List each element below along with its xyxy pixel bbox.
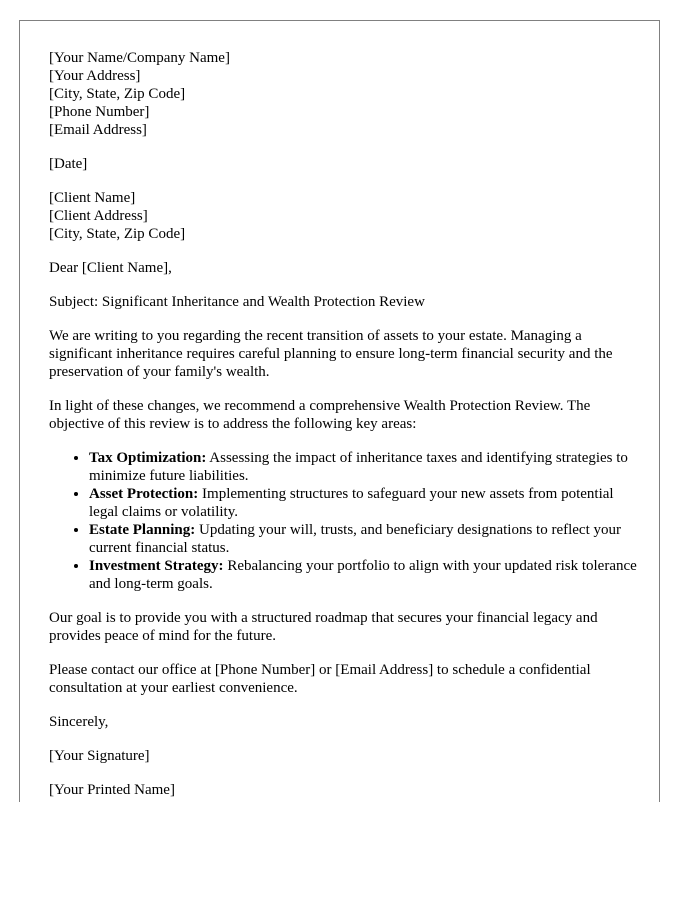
key-area-title: Asset Protection: — [89, 486, 199, 502]
key-area-text: Updating your will, trusts, and beneficiary designations to reflect your current financial status. — [89, 522, 621, 556]
sender-block — [49, 49, 639, 139]
letter-body — [49, 49, 639, 802]
salutation: Dear [Client Name], — [49, 260, 172, 276]
sender-name: [Your Name/Company Name] — [49, 50, 230, 66]
key-area-text: Rebalancing your portfolio to align with your updated risk tolerance and long-term goals. — [89, 558, 637, 592]
subject-line: Subject: Significant Inheritance and Wealth Protection Review — [49, 294, 425, 310]
key-area-text: Assessing the impact of inheritance taxes and identifying strategies to minimize future liabilities. — [89, 450, 628, 484]
recipient-block — [49, 189, 639, 243]
list-item — [89, 449, 639, 485]
intro-paragraph: We are writing to you regarding the recent transition of assets to your estate. Managing a significant inheritance requires careful planning to ensure long-term financial security and the preservation of your family's wealth. — [49, 328, 613, 380]
closing: Sincerely, — [49, 714, 109, 730]
letter-page — [19, 20, 660, 802]
recipient-city-state-zip: [City, State, Zip Code] — [49, 226, 186, 242]
recipient-name: [Client Name] — [49, 190, 136, 206]
signature-placeholder: [Your Signature] — [49, 748, 150, 764]
sender-address: [Your Address] — [49, 68, 141, 84]
list-item — [89, 485, 639, 521]
goal-paragraph: Our goal is to provide you with a structured roadmap that secures your financial legacy and provides peace of mind for the future. — [49, 610, 598, 644]
key-area-title: Tax Optimization: — [89, 450, 207, 466]
date-line: [Date] — [49, 156, 88, 172]
key-areas-list — [49, 449, 639, 593]
sender-city-state-zip: [City, State, Zip Code] — [49, 86, 186, 102]
key-area-text: Implementing structures to safeguard your new assets from potential legal claims or volatility. — [89, 486, 614, 520]
recipient-address: [Client Address] — [49, 208, 148, 224]
sender-phone: [Phone Number] — [49, 104, 150, 120]
key-area-title: Estate Planning: — [89, 522, 196, 538]
sender-email: [Email Address] — [49, 122, 147, 138]
list-item — [89, 557, 639, 593]
contact-paragraph: Please contact our office at [Phone Number] or [Email Address] to schedule a confidential consultation at your earliest convenience. — [49, 662, 591, 696]
recommendation-paragraph: In light of these changes, we recommend a comprehensive Wealth Protection Review. The objective of this review is to address the following key areas: — [49, 398, 591, 432]
key-area-title: Investment Strategy: — [89, 558, 224, 574]
printed-name: [Your Printed Name] — [49, 782, 175, 798]
list-item — [89, 521, 639, 557]
